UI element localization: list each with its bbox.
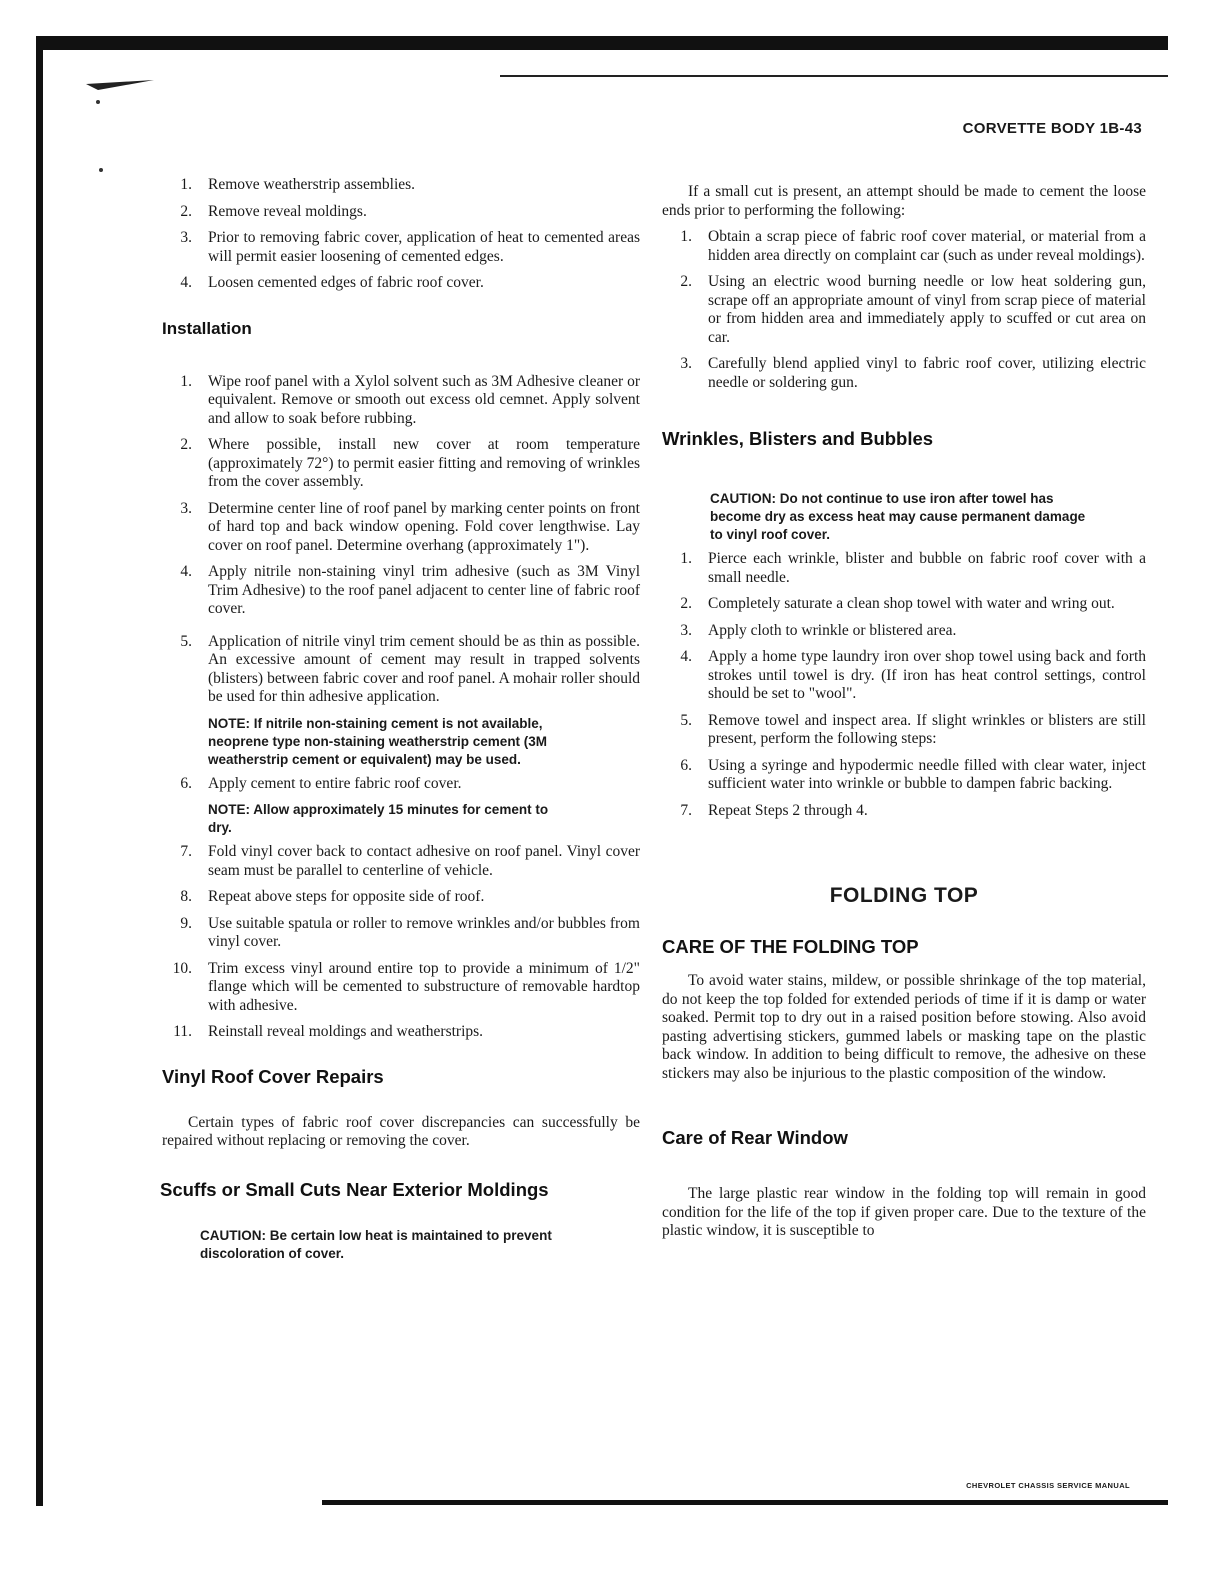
list-item (662, 622, 1146, 641)
list-item (662, 648, 1146, 704)
step-number: 1. (180, 176, 192, 193)
scuffs-caution: CAUTION: Be certain low heat is maintained to prevent discoloration of cover. (200, 1227, 552, 1261)
vinyl-roof-repairs-heading: Vinyl Roof Cover Repairs (162, 1065, 384, 1087)
left-column (162, 176, 640, 1263)
step-number: 4. (680, 648, 692, 665)
step-text: Apply nitrile non-staining vinyl trim adhesive (such as 3M Vinyl Trim Adhesive) to the roof panel adjacent to center line of fabric roof cover. (208, 563, 640, 617)
list-item (162, 1023, 640, 1042)
installation-steps-list (162, 373, 640, 707)
left-border-rule (36, 50, 43, 1506)
step-text: Apply cement to entire fabric roof cover. (208, 774, 462, 792)
scan-dot (96, 100, 100, 104)
step-number: 5. (180, 632, 192, 650)
care-of-folding-top-heading: CARE OF THE FOLDING TOP (662, 936, 919, 957)
step-text: Wipe roof panel with a Xylol solvent such as 3M Adhesive cleaner or equivalent. Remove or smooth out excess old cemnet. Apply solvent and allow to soak before rubbing. (208, 372, 640, 427)
list-item (162, 775, 640, 794)
header-rule (500, 75, 1168, 77)
list-item (162, 373, 640, 429)
step-text: Determine center line of roof panel by marking center points on front of hard top and back window opening. Fold cover lengthwise. Lay cover on roof panel. Determine overhang (approximately 1"). (208, 499, 640, 554)
step-number: 2. (680, 273, 692, 290)
note-nitrile-cement: NOTE: If nitrile non-staining cement is not available, neoprene type non-staining weatherstrip cement (3M weatherstrip cement or equivalent) may be used. (208, 715, 548, 767)
step-number: 3. (680, 621, 692, 639)
care-of-rear-window-text: The large plastic rear window in the folding top will remain in good condition for the life of the top if given proper care. Due to the texture of the plastic window, it is susceptible to (662, 1185, 1146, 1239)
step-text: Repeat Steps 2 through 4. (708, 801, 868, 819)
right-column (662, 183, 1146, 1241)
step-number: 6. (680, 756, 692, 774)
list-item (162, 176, 640, 195)
scan-dot (99, 168, 103, 172)
list-item (162, 563, 640, 619)
scuffs-heading: Scuffs or Small Cuts Near Exterior Moldings (160, 1178, 549, 1200)
list-item (162, 274, 640, 293)
step-text: Obtain a scrap piece of fabric roof cover material, or material from a hidden area directly on complaint car (such as under reveal moldings). (708, 228, 1146, 264)
step-text: Using an electric wood burning needle or low heat soldering gun, scrape off an appropriate amount of vinyl from scrap piece of material or from hidden area and immediately apply to scuffed or cut area on car. (708, 273, 1146, 346)
step-text: Loosen cemented edges of fabric roof cover. (208, 274, 484, 291)
step-text: Use suitable spatula or roller to remove wrinkles and/or bubbles from vinyl cover. (208, 914, 640, 950)
step-number: 2. (680, 595, 692, 612)
list-item (162, 843, 640, 880)
step-text: Using a syringe and hypodermic needle filled with clear water, inject sufficient water into wrinkle or bubble to dampen fabric backing. (708, 756, 1146, 792)
step-text: Pierce each wrinkle, blister and bubble on fabric roof cover with a small needle. (708, 550, 1146, 586)
wrinkles-steps-list (662, 550, 1146, 820)
step-number: 7. (680, 801, 692, 819)
installation-step-6 (162, 775, 640, 794)
list-item (162, 203, 640, 222)
step-text: Remove weatherstrip assemblies. (208, 176, 416, 193)
step-number: 3. (680, 355, 692, 372)
step-text: Repeat above steps for opposite side of roof. (208, 888, 485, 905)
step-number: 9. (180, 914, 192, 932)
step-text: Apply a home type laundry iron over shop towel using back and forth strokes until towel is dry. (If iron has heat control settings, control should be set to "wool". (708, 648, 1146, 702)
care-of-folding-top-text: To avoid water stains, mildew, or possible shrinkage of the top material, do not keep the top folded for extended periods of time if it is damp or water soaked. Permit top to dry out in a raised position before stowing. Also avoid pasting advertising stickers, gummed labels or masking tape on the plastic back window. In addition to being difficult to remove, the adhesive on these stickers may also be injurious to the plastic composition of the window. (662, 972, 1146, 1082)
step-number: 4. (180, 563, 192, 580)
pen-mark-icon (86, 78, 154, 96)
list-item (662, 595, 1146, 614)
page-header-title: CORVETTE BODY 1B-43 (962, 120, 1142, 137)
list-item (162, 633, 640, 707)
step-number: 5. (680, 711, 692, 729)
step-text: Application of nitrile vinyl trim cement should be as thin as possible. An excessive amount of cement may result in trapped solvents (blisters) between fabric cover and roof panel. A mohair roller should be used for thin adhesive application. (208, 632, 640, 705)
list-item (662, 802, 1146, 821)
list-item (162, 960, 640, 1016)
list-item (162, 229, 640, 266)
bottom-border-rule (322, 1500, 1168, 1505)
step-text: Remove reveal moldings. (208, 202, 367, 220)
step-number: 1. (680, 228, 692, 245)
step-number: 7. (180, 843, 192, 860)
wrinkles-caution: CAUTION: Do not continue to use iron after towel has become dry as excess heat may cause permanent damage to vinyl roof cover. (710, 491, 1086, 542)
list-item (662, 228, 1146, 265)
step-text: Where possible, install new cover at room temperature (approximately 72°) to permit easier fitting and removing of wrinkles from the cover assembly. (208, 436, 640, 490)
list-item (162, 888, 640, 907)
step-number: 3. (180, 229, 192, 246)
top-border-bar (36, 36, 1168, 50)
removal-steps-list (162, 176, 640, 293)
list-item (162, 915, 640, 952)
step-text: Completely saturate a clean shop towel with water and wring out. (708, 595, 1115, 612)
list-item (662, 712, 1146, 749)
step-number: 1. (680, 550, 692, 567)
note-cement-dry: NOTE: Allow approximately 15 minutes for cement to dry. (208, 802, 549, 835)
list-item (662, 550, 1146, 587)
small-cut-intro: If a small cut is present, an attempt should be made to cement the loose ends prior to performing the following: (662, 183, 1146, 219)
care-of-rear-window-heading: Care of Rear Window (662, 1127, 848, 1148)
step-text: Trim excess vinyl around entire top to provide a minimum of 1/2" flange which will be cemented to substructure of removable hardtop with adhesive. (208, 959, 640, 1014)
step-text: Apply cloth to wrinkle or blistered area. (708, 621, 957, 639)
list-item (162, 436, 640, 492)
step-text: Fold vinyl cover back to contact adhesive on roof panel. Vinyl cover seam must be parallel to centerline of vehicle. (208, 843, 640, 879)
installation-heading: Installation (162, 318, 252, 338)
step-number: 4. (180, 274, 192, 291)
footer-manual-title: CHEVROLET CHASSIS SERVICE MANUAL (966, 1481, 1130, 1490)
list-item (662, 273, 1146, 347)
step-number: 8. (180, 888, 192, 905)
step-text: Prior to removing fabric cover, application of heat to cemented areas will permit easier loosening of cemented edges. (208, 229, 640, 265)
step-text: Reinstall reveal moldings and weatherstrips. (208, 1023, 484, 1040)
step-number: 11. (173, 1023, 192, 1040)
step-number: 2. (180, 202, 192, 220)
wrinkles-heading: Wrinkles, Blisters and Bubbles (662, 428, 934, 449)
step-number: 1. (180, 372, 192, 390)
list-item (662, 355, 1146, 392)
cut-repair-steps-list (662, 228, 1146, 392)
vinyl-roof-repairs-text: Certain types of fabric roof cover discrepancies can successfully be repaired without replacing or removing the cover. (162, 1113, 640, 1149)
step-number: 6. (180, 774, 192, 792)
list-item (162, 500, 640, 556)
installation-steps-list-continued (162, 843, 640, 1042)
step-text: Remove towel and inspect area. If slight wrinkles or blisters are still present, perform the following steps: (708, 711, 1146, 747)
folding-top-heading: FOLDING TOP (829, 884, 979, 907)
list-item (662, 757, 1146, 794)
step-text: Carefully blend applied vinyl to fabric roof cover, utilizing electric needle or soldering gun. (708, 355, 1146, 391)
step-number: 2. (180, 436, 192, 453)
step-number: 3. (180, 499, 192, 517)
step-number: 10. (172, 959, 192, 977)
